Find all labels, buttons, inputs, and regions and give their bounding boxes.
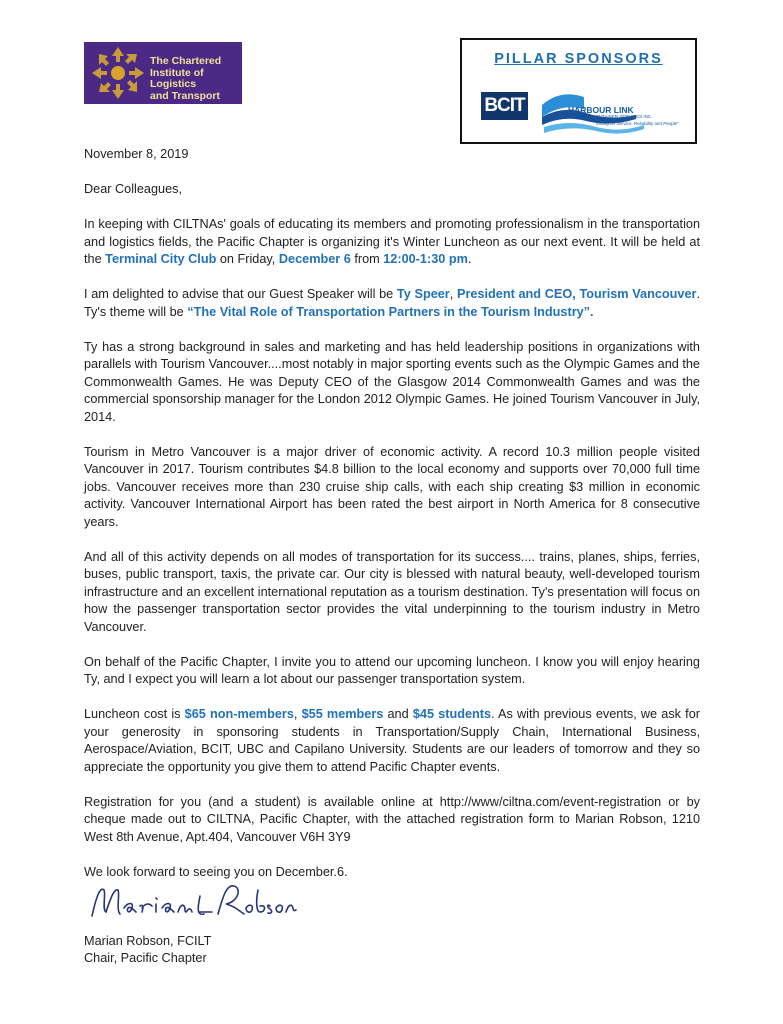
signature-block [84, 933, 211, 967]
paragraph-background: Ty has a strong background in sales and marketing and has held leadership positions in organizations with parallels with Tourism Vancouver....most notably in major sporting events such as the Olympic Games and the Commonwealth Games. He was Deputy CEO of the Glasgow 2014 Commonwealth Games and was the commercial sponsorship manager for the London 2012 Olympic Games. He joined Tourism Vancouver in July, 2014. [84, 339, 700, 424]
salutation: Dear Colleagues, [84, 182, 183, 196]
speaker-role-highlight: President and CEO, Tourism Vancouver [456, 287, 697, 301]
p2-text-c: . Ty's theme will be [84, 287, 700, 319]
p1-text-b: on Friday, [216, 252, 279, 266]
logo-line-3: and Transport [150, 89, 221, 102]
bcit-logo: BCIT [481, 92, 528, 120]
signature-image [88, 876, 298, 928]
p7-text-b: , [293, 707, 302, 721]
signer-title: Chair, Pacific Chapter [84, 951, 207, 965]
p7-text-c: and [383, 707, 413, 721]
event-time-highlight: 12:00-1:30 pm [383, 252, 468, 266]
p1-text-c: from [350, 252, 384, 266]
p2-text-b: , [449, 287, 457, 301]
price-members: $55 members [301, 707, 384, 721]
logo-text [150, 56, 242, 102]
closing-line: We look forward to seeing you on December.6. [84, 864, 348, 879]
logo-line-1: The Chartered [150, 55, 222, 67]
p1-text-a: In keeping with CILTNAs' goals of educating its members and promoting professionalism in the transportation and logistics fields, the Pacific Chapter is organizing it's Winter Luncheon as our next event. It will be held at the [84, 217, 700, 266]
paragraph-event [84, 216, 700, 269]
price-students: $45 students [412, 707, 492, 721]
signer-name: Marian Robson, FCILT [84, 934, 212, 948]
paragraph-transport: And all of this activity depends on all modes of transportation for its success.... trains, planes, ships, ferries, buses, public transport, taxis, the private car. Our city is blessed with natural beauty, well-developed tourism infrastructure and an excellent international reputation as a tourism destination. Ty's presentation will focus on how the passenger transportation sector provides the vital underpinning to the tourism industry in Metro Vancouver. [84, 549, 700, 634]
paragraph-registration: Registration for you (and a student) is available online at http://www/ciltna.com/event-registration or by cheque made out to CILTNA, Pacific Chapter, with the attached registration form to Marian Robson, 1210 West 8th Avenue, Apt.404, Vancouver V6H 3Y9 [84, 794, 700, 844]
paragraph-speaker [84, 286, 700, 321]
paragraph-invite: On behalf of the Pacific Chapter, I invite you to attend our upcoming luncheon. I know you will enjoy hearing Ty, and I expect you will learn a lot about our passenger transportation system. [84, 654, 700, 686]
paragraph-cost [84, 706, 700, 776]
venue-highlight: Terminal City Club [105, 252, 217, 266]
p7-text-d: . As with previous events, we ask for your generosity in sponsoring students in Transportation/Supply Chain, International Business, Aerospace/Aviation, BCIT, UBC and Capilano University. Students are our leaders of tomorrow and they so appreciate the opportunity you give them to attend Pacific Chapter events. [84, 707, 700, 774]
p2-text-a: I am delighted to advise that our Guest Speaker will be [84, 287, 397, 301]
p1-text-d: . [467, 252, 472, 266]
paragraph-tourism: Tourism in Metro Vancouver is a major driver of economic activity. A record 10.3 million people visited Vancouver in 2017. Tourism contributes $4.8 billion to the local economy and supports over 70,000 full time jobs. Vancouver receives more than 230 cruise ship calls, with each ship creating $3 million in economic activity. Vancouver International Airport has been rated the best airport in North America for 8 consecutive years. [84, 444, 700, 529]
ciltna-logo [84, 42, 242, 104]
speaker-highlight: Ty Speer [396, 287, 450, 301]
pillar-sponsors-box [460, 38, 697, 144]
harbourlink-name: HARBOUR LINK [568, 105, 634, 115]
logo-line-2: Institute of Logistics [150, 66, 204, 90]
letter-date: November 8, 2019 [84, 147, 189, 161]
event-date-highlight: December 6 [278, 252, 351, 266]
sponsor-title: PILLAR SPONSORS [494, 51, 663, 67]
theme-highlight: “The Vital Role of Transportation Partners in the Tourism Industry”. [187, 304, 594, 319]
compass-arrows-icon [90, 45, 146, 101]
price-nonmembers: $65 non-members [184, 707, 294, 721]
harbourlink-tagline: "Strong on Service, Reliability and People" [594, 121, 679, 126]
p7-text-a: Luncheon cost is [84, 707, 185, 721]
letter-body [84, 146, 700, 881]
harbourlink-subtitle: CONTAINER SERVICES INC. [592, 114, 653, 119]
